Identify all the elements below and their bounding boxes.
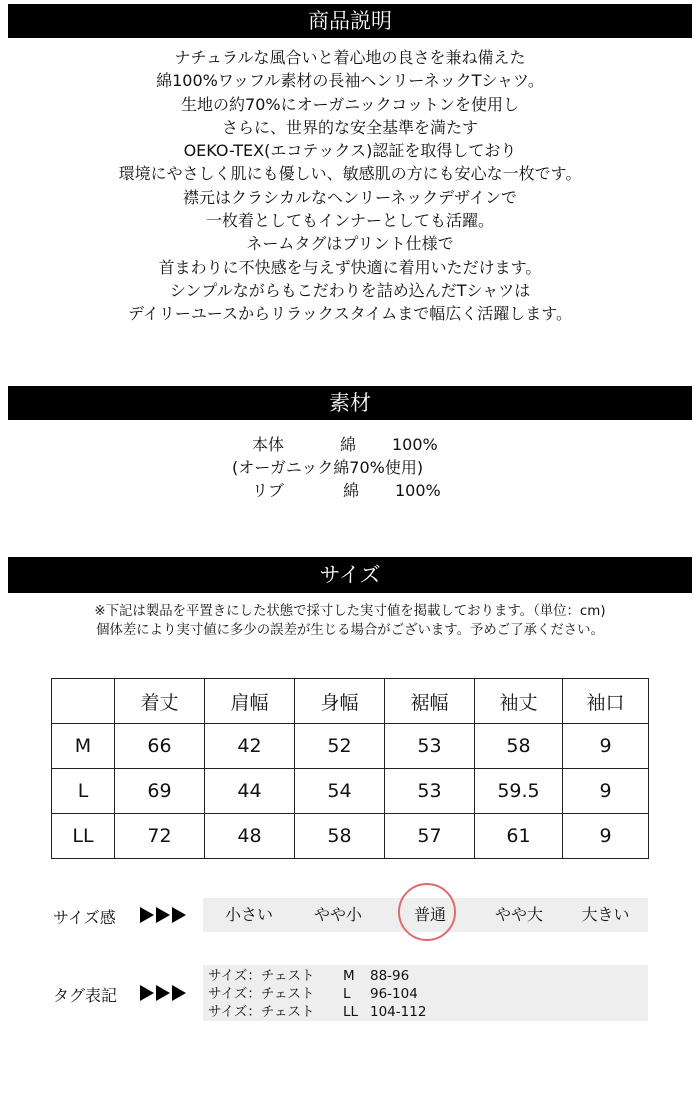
table-cell: 59.5 (475, 769, 563, 814)
tag-prefix: サイズ：チェスト (208, 986, 315, 1002)
size-note-line: 個体差により実寸値に多少の誤差が生じる場合がございます。予めご了承ください。 (96, 622, 604, 638)
table-cell: 58 (475, 724, 563, 769)
arrow-right-icon (140, 985, 186, 1001)
selected-circle-icon (398, 883, 456, 941)
table-cell: 61 (475, 814, 563, 859)
description-line: デイリーユースからリラックスタイムまで幅広く活躍します。 (127, 304, 572, 324)
tag-prefix: サイズ：チェスト (208, 968, 315, 984)
description-line: 生地の約70%にオーガニックコットンを使用し (181, 94, 519, 114)
material-part: リブ (252, 481, 285, 500)
size-label-cell: L (52, 769, 115, 814)
description-line: 一枚着としてもインナーとしても活躍。 (205, 211, 494, 231)
table-header-cell: 袖丈 (475, 679, 563, 724)
material-info (0, 433, 700, 502)
description-header (8, 4, 692, 38)
tag-size: LL (343, 1004, 359, 1020)
size-feel-option: やや小 (313, 905, 362, 924)
tag-range: 96-104 (370, 986, 418, 1002)
table-cell: 48 (205, 814, 295, 859)
table-header-cell: 肩幅 (205, 679, 295, 724)
table-header-cell: 身幅 (295, 679, 385, 724)
table-cell: 69 (115, 769, 205, 814)
size-feel-option: 大きい (581, 905, 630, 924)
table-cell: 54 (295, 769, 385, 814)
table-cell: 42 (205, 724, 295, 769)
table-header-row (52, 679, 649, 724)
description-title: 商品説明 (308, 9, 392, 33)
size-label-cell: LL (52, 814, 115, 859)
material-fiber: 綿 (343, 481, 360, 500)
tag-line (203, 967, 648, 985)
size-header (8, 557, 692, 593)
material-percent: 100% (392, 435, 438, 454)
table-cell: 53 (385, 724, 475, 769)
description-line: 環境にやさしく肌にも優しい、敏感肌の方にも安心な一枚です。 (118, 164, 582, 184)
table-cell: 66 (115, 724, 205, 769)
table-row (52, 769, 649, 814)
material-fiber: 綿 (340, 435, 357, 454)
description-line: ナチュラルな風合いと着心地の良さを兼ね備えた (174, 48, 526, 67)
table-cell: 72 (115, 814, 205, 859)
table-cell: 57 (385, 814, 475, 859)
tag-size: L (343, 986, 351, 1002)
table-cell: 52 (295, 724, 385, 769)
material-note: (オーガニック綿70%使用) (232, 458, 424, 477)
table-cell: 44 (205, 769, 295, 814)
description-line: 襟元はクラシカルなヘンリーネックデザインで (182, 187, 518, 207)
table-header-cell: 着丈 (115, 679, 205, 724)
table-cell: 9 (563, 814, 649, 859)
table-row (52, 724, 649, 769)
description-line: 首まわりに不快感を与えず快適に着用いただけます。 (158, 257, 542, 277)
material-part: 本体 (252, 435, 285, 454)
tag-line (203, 1003, 648, 1021)
material-row-body (0, 433, 700, 456)
material-title: 素材 (329, 391, 371, 415)
size-feel-label: サイズ感 (53, 908, 116, 927)
tag-range: 104-112 (370, 1004, 427, 1020)
table-header-cell: 裾幅 (385, 679, 475, 724)
description-line: さらに、世界的な安全基準を満たす (221, 117, 478, 137)
size-feel-option: やや大 (494, 905, 543, 924)
material-header (8, 386, 692, 420)
description-line: 綿100%ワッフル素材の長袖ヘンリーネックTシャツ。 (156, 71, 544, 91)
material-percent: 100% (395, 481, 441, 500)
table-corner-cell (52, 679, 115, 724)
tag-display-label: タグ表記 (53, 986, 118, 1005)
tag-line (203, 985, 648, 1003)
description-text (8, 46, 692, 326)
description-line: OEKO-TEX(エコテックス)認証を取得しており (183, 141, 517, 161)
size-notes (0, 603, 700, 640)
table-cell: 9 (563, 769, 649, 814)
table-cell: 9 (563, 724, 649, 769)
tag-prefix: サイズ：チェスト (208, 1004, 315, 1020)
size-feel-option: 小さい (224, 905, 273, 924)
table-header-cell: 袖口 (563, 679, 649, 724)
description-line: シンプルながらもこだわりを詰め込んだTシャツは (169, 280, 531, 300)
size-label-cell: M (52, 724, 115, 769)
table-cell: 53 (385, 769, 475, 814)
table-cell: 58 (295, 814, 385, 859)
tag-range: 88-96 (370, 968, 410, 984)
description-line: ネームタグはプリント仕様で (246, 234, 454, 254)
size-table (51, 678, 649, 859)
tag-display-box (203, 965, 648, 1021)
table-row (52, 814, 649, 859)
arrow-right-icon (140, 907, 186, 923)
material-row-note (0, 456, 700, 479)
size-note-line: ※下記は製品を平置きにした状態で採寸した実寸値を掲載しております。（単位：cm) (94, 604, 606, 619)
tag-size: M (343, 968, 355, 984)
size-title: サイズ (319, 563, 381, 587)
size-feel-option-selected: 普通 (413, 905, 446, 924)
material-row-rib (0, 479, 700, 502)
